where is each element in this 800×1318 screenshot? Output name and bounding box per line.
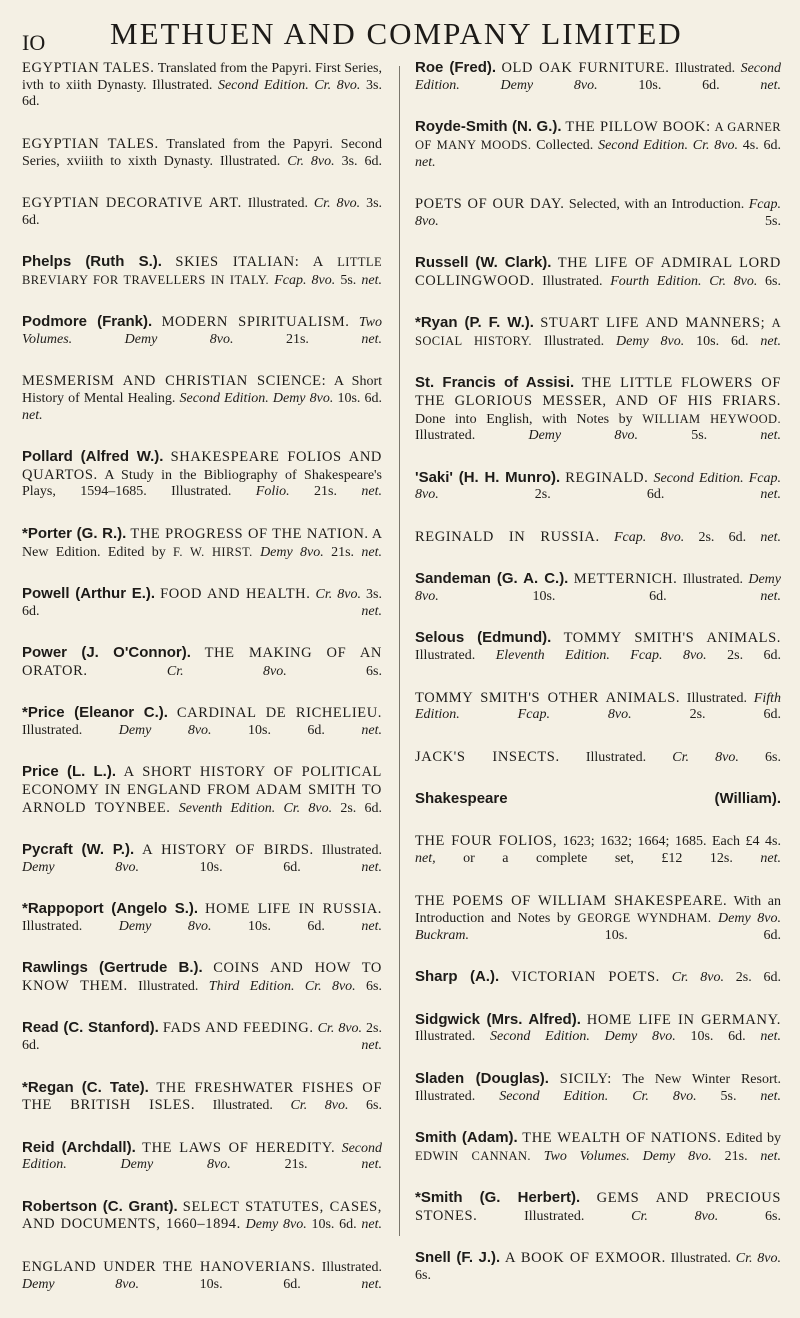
- entry-text: [549, 1072, 560, 1087]
- format-text: Fcap. 8vo.: [274, 272, 336, 288]
- catalogue-entry: [22, 526, 382, 578]
- entry-text: 21s.: [323, 544, 362, 560]
- author-heading: Podmore (Frank).: [22, 313, 153, 331]
- format-text: Fourth Edition. Cr. 8vo.: [610, 273, 758, 289]
- catalogue-entry: [22, 1020, 382, 1071]
- entry-text: 2s. 6d.: [706, 648, 782, 664]
- book-title: MODERN SPIRITUALISM.: [161, 314, 350, 331]
- format-text: Fcap. 8vo.: [613, 529, 685, 545]
- page-header: [22, 10, 778, 54]
- book-title: JACK'S INSECTS.: [415, 748, 560, 765]
- small-caps-text: F. W. HIRST.: [173, 544, 253, 559]
- entry-text: 3s. 6d.: [22, 586, 382, 619]
- format-text: Cr. 8vo.: [290, 1098, 349, 1114]
- catalogue-entry: [415, 315, 781, 367]
- format-text: Seventh Edition. Cr. 8vo.: [178, 800, 333, 816]
- format-text: Demy 8vo.: [528, 428, 639, 444]
- format-text: Cr. 8vo.: [735, 1251, 782, 1267]
- entry-text: 3s. 6d.: [22, 195, 383, 228]
- author-heading: Shakespeare (William).: [415, 790, 781, 808]
- entry-text: [660, 970, 672, 985]
- format-text: net.: [760, 333, 782, 349]
- entry-text: Illustrated.: [677, 572, 749, 588]
- entry-text: [171, 801, 179, 816]
- author-heading: *Porter (G. R.).: [22, 524, 127, 542]
- book-title: THE FRESHWATER FISHES OF THE BRITISH ISLES.: [22, 1079, 383, 1114]
- format-text: net.: [361, 859, 382, 875]
- book-title: THE PROGRESS OF THE NATION.: [130, 525, 369, 542]
- entry-text: Edited by: [721, 1130, 781, 1146]
- catalogue-entry: [22, 586, 382, 637]
- format-text: Cr. 8vo.: [287, 153, 335, 169]
- entry-text: 2s. 6d.: [332, 800, 382, 816]
- format-text: Second Edition. Demy 8vo.: [415, 61, 781, 93]
- format-text: net.: [361, 603, 382, 619]
- book-title: THE POEMS OF WILLIAM SHAKESPEARE.: [415, 892, 728, 909]
- format-text: Demy 8vo.: [22, 859, 140, 875]
- entry-text: 1623; 1632; 1664; 1685. Each £4 4s.: [557, 834, 781, 850]
- entry-text: 6s.: [738, 749, 782, 765]
- catalogue-entry: [415, 60, 781, 111]
- format-text: Demy 8vo.: [260, 544, 324, 560]
- entry-text: 10s. 6d.: [306, 1217, 362, 1233]
- author-heading: Price (L. L.).: [22, 763, 117, 781]
- entry-text: Illustrated.: [415, 648, 496, 664]
- author-heading: Phelps (Ruth S.).: [22, 253, 162, 271]
- entry-text: [551, 631, 563, 646]
- entry-text: 6s.: [348, 1098, 382, 1114]
- catalogue-entry: [415, 630, 781, 681]
- format-text: Second Edition. Demy 8vo.: [22, 1140, 382, 1173]
- catalogue-entry: [415, 893, 781, 962]
- small-caps-text: GEORGE WYNDHAM.: [577, 911, 712, 926]
- author-heading: Roe (Fred).: [415, 59, 497, 76]
- entry-text: or a complete set, £12 12s.: [435, 851, 761, 867]
- entry-text: 10s. 6d.: [211, 918, 362, 934]
- entry-text: [580, 1191, 596, 1206]
- format-text: net.: [760, 529, 782, 545]
- running-title: METHUEN AND COMPANY LIMITED: [110, 16, 683, 51]
- format-text: Cr. 8vo.: [671, 970, 724, 986]
- format-text: net.: [361, 484, 382, 500]
- entry-text: 4s. 6d.: [738, 137, 782, 153]
- book-title: GEMS AND PRECIOUS STONES.: [415, 1190, 782, 1224]
- right-column: [415, 60, 781, 1309]
- entry-text: Illustrated.: [313, 843, 383, 859]
- catalogue-entry: [22, 1140, 382, 1191]
- book-title: EGYPTIAN DECORATIVE ART.: [22, 194, 242, 211]
- page-number: IO: [22, 30, 46, 55]
- entry-text: 6s.: [757, 273, 782, 289]
- format-text: Second Edition. Fcap. 8vo.: [415, 470, 782, 503]
- entry-text: Translated from the Papyri. Second Series, xviiith to xixth Dynasty. Illustrated.: [22, 136, 383, 169]
- catalogue-entry: [415, 1130, 781, 1182]
- book-title: SICILY:: [559, 1070, 612, 1087]
- catalogue-entry: [415, 1250, 781, 1301]
- entry-text: 5s.: [438, 213, 781, 229]
- entry-text: 10s. 6d.: [597, 77, 761, 93]
- entry-text: Illustrated.: [680, 690, 754, 706]
- entry-text: Illustrated.: [531, 333, 617, 349]
- format-text: Two Volumes. Demy 8vo.: [22, 315, 383, 347]
- book-title: EGYPTIAN TALES.: [22, 135, 159, 152]
- format-text: Cr. 8vo.: [631, 1208, 719, 1224]
- small-caps-text: WILLIAM HEYWOOD.: [642, 411, 782, 426]
- entry-text: Illustrated.: [22, 918, 119, 934]
- entry-text: Illustrated.: [415, 428, 529, 444]
- book-title: THE LITTLE FLOWERS OF THE GLORIOUS MESSER, AND OF HIS FRIARS.: [415, 375, 782, 409]
- book-title: METTERNICH.: [573, 571, 678, 588]
- author-heading: *Ryan (P. F. W.).: [415, 314, 534, 332]
- entry-text: 2s. 6d.: [438, 487, 761, 503]
- catalogue-entry: [415, 196, 781, 247]
- book-title: ENGLAND UNDER THE HANOVERIANS.: [22, 1258, 316, 1275]
- author-heading: Sidgwick (Mrs. Alfred).: [415, 1010, 581, 1028]
- format-text: Demy 8vo.: [245, 1217, 307, 1233]
- author-heading: *Price (Eleanor C.).: [22, 704, 168, 722]
- format-text: Cr. 8vo.: [166, 663, 287, 679]
- book-title: SKIES ITALIAN: A: [175, 254, 324, 271]
- format-text: Demy 8vo.: [118, 918, 212, 934]
- entry-text: 2s. 6d.: [723, 970, 782, 986]
- book-title: POETS OF OUR DAY.: [415, 195, 565, 212]
- entry-text: [168, 706, 177, 721]
- entry-text: Selected, with an Introduction.: [564, 196, 749, 212]
- small-caps-text: A GARNER OF MANY MOODS.: [415, 120, 782, 152]
- format-text: net.: [361, 331, 382, 347]
- entry-text: 6s.: [286, 663, 383, 679]
- catalogue-entry: [22, 842, 382, 893]
- entry-text: Illustrated.: [195, 1098, 291, 1114]
- format-text: net.: [361, 272, 383, 288]
- entry-text: 2s. 6d.: [684, 529, 761, 545]
- entry-text: [116, 765, 124, 780]
- book-title: OLD OAK FURNITURE.: [501, 60, 670, 76]
- book-title: COINS AND HOW TO KNOW THEM.: [22, 960, 383, 995]
- catalogue-entry: [22, 705, 382, 756]
- format-text: Second Edition. Demy 8vo.: [179, 390, 334, 406]
- book-title: HOME LIFE IN RUSSIA.: [205, 901, 383, 918]
- entry-text: [88, 664, 167, 679]
- catalogue-entry: [22, 254, 382, 306]
- format-text: Second Edition. Demy 8vo.: [490, 1029, 676, 1045]
- entry-text: [191, 646, 205, 661]
- format-text: Demy 8vo.: [616, 333, 685, 349]
- entry-text: Illustrated.: [315, 1259, 382, 1275]
- entry-text: 6s.: [355, 979, 382, 995]
- entry-text: A Study in the Bibliography of Shakespeare's Plays, 1594–1685. Illustrated.: [22, 467, 382, 500]
- entry-text: A Short History of Mental Healing.: [22, 374, 383, 406]
- format-text: net,: [415, 851, 436, 867]
- format-text: net.: [760, 1088, 781, 1104]
- author-heading: Power (J. O'Connor).: [22, 644, 191, 662]
- format-text: Second Edition. Cr. 8vo.: [217, 77, 361, 93]
- entry-text: 10s. 6d.: [675, 1029, 761, 1045]
- catalogue-entry: [415, 1071, 781, 1122]
- book-title: A BOOK OF EXMOOR.: [505, 1250, 666, 1267]
- book-title: MESMERISM AND CHRISTIAN SCIENCE:: [22, 373, 327, 390]
- entry-text: Illustrated.: [127, 979, 209, 995]
- catalogue-entry: [415, 571, 781, 622]
- catalogue-entry: [415, 119, 781, 188]
- author-heading: Royde-Smith (N. G.).: [415, 118, 562, 136]
- entry-text: [499, 970, 511, 985]
- entry-text: 21s.: [289, 484, 362, 500]
- format-text: Demy 8vo.: [415, 572, 782, 604]
- format-text: net.: [361, 1038, 382, 1054]
- entry-text: 6s.: [415, 1267, 431, 1283]
- format-text: net.: [415, 154, 436, 170]
- author-heading: 'Saki' (H. H. Munro).: [415, 468, 561, 486]
- format-text: Fcap. 8vo.: [415, 196, 781, 229]
- entry-text: 5s.: [696, 1088, 761, 1104]
- catalogue-entry: [22, 449, 382, 518]
- entry-text: 21s.: [233, 331, 362, 347]
- author-heading: Powell (Arthur E.).: [22, 584, 156, 602]
- format-text: Demy 8vo.: [22, 1276, 140, 1292]
- format-text: Second Edition. Cr. 8vo.: [598, 137, 739, 153]
- entry-text: 6s.: [718, 1208, 782, 1224]
- format-text: Demy 8vo.: [118, 722, 212, 738]
- small-caps-text: A SOCIAL HISTORY.: [415, 316, 782, 348]
- entry-text: [152, 315, 161, 330]
- entry-text: Illustrated.: [669, 61, 741, 76]
- author-heading: Russell (W. Clark).: [415, 254, 552, 272]
- entry-text: 5s.: [335, 272, 362, 288]
- author-heading: Pycraft (W. P.).: [22, 841, 135, 859]
- entry-text: [600, 530, 614, 545]
- entry-text: Illustrated.: [559, 749, 673, 765]
- catalogue-entry: [415, 375, 781, 462]
- author-heading: Robertson (C. Grant).: [22, 1197, 178, 1215]
- book-title: THE WEALTH OF NATIONS.: [522, 1129, 722, 1146]
- entry-text: Illustrated.: [415, 1029, 490, 1045]
- catalogue-entry: [415, 1190, 781, 1242]
- entry-text: 10s. 6d.: [438, 588, 761, 604]
- book-title: A SHORT HISTORY OF POLITICAL ECONOMY IN ENGLAND FROM ADAM SMITH TO ARNOLD TOYNBEE.: [22, 764, 382, 816]
- book-title: FADS AND FEEDING.: [162, 1020, 314, 1037]
- author-heading: Sandeman (G. A. C.).: [415, 570, 569, 588]
- catalogue-entry: [22, 195, 382, 246]
- entry-text: [531, 1149, 544, 1164]
- book-title: EGYPTIAN TALES.: [22, 60, 155, 76]
- book-title: FOOD AND HEALTH.: [160, 585, 311, 602]
- format-text: net.: [22, 407, 43, 423]
- format-text: Third Edition. Cr. 8vo.: [208, 979, 356, 995]
- catalogue-entry: [22, 136, 382, 187]
- column-divider: [399, 66, 400, 1236]
- entry-text: [134, 843, 142, 858]
- entry-text: 3s. 6d.: [334, 153, 383, 169]
- catalogue-entry: [415, 969, 781, 1003]
- catalogue-entry: [415, 833, 781, 884]
- format-text: net.: [760, 428, 781, 444]
- entry-text: 2s. 6d.: [22, 1021, 382, 1054]
- format-text: Cr. 8vo.: [313, 195, 361, 211]
- book-title: HOME LIFE IN GERMANY.: [586, 1011, 781, 1028]
- entry-text: [203, 961, 214, 976]
- entry-text: Illustrated.: [534, 273, 611, 289]
- catalogue-entry: [22, 645, 382, 697]
- entry-text: [198, 902, 205, 917]
- author-heading: Rawlings (Gertrude B.).: [22, 959, 203, 977]
- format-text: net.: [760, 588, 781, 604]
- book-title: REGINALD.: [565, 469, 649, 486]
- format-text: Eleventh Edition. Fcap. 8vo.: [495, 648, 707, 664]
- book-title: THE MAKING OF AN ORATOR.: [22, 645, 383, 679]
- catalogue-entry: [22, 1080, 382, 1132]
- catalogue-entry: [415, 690, 781, 741]
- entry-text: Done into English, with Notes by: [415, 411, 643, 427]
- catalogue-entry: [22, 60, 382, 128]
- entry-text: Illustrated.: [22, 722, 119, 738]
- entry-text: 21s.: [711, 1148, 761, 1164]
- author-heading: *Rappoport (Angelo S.).: [22, 900, 199, 918]
- format-text: net.: [361, 544, 382, 560]
- entry-text: A New Edition. Edited by: [22, 526, 382, 560]
- entry-text: The New Winter Resort. Illustrated.: [415, 1071, 781, 1104]
- catalogue-entry: [22, 1199, 382, 1251]
- author-heading: Snell (F. J.).: [415, 1249, 501, 1267]
- book-title: CARDINAL DE RICHELIEU.: [176, 705, 383, 722]
- book-title: THE LIFE OF ADMIRAL LORD COLLINGWOOD.: [415, 255, 782, 289]
- author-heading: Read (C. Stanford).: [22, 1019, 159, 1037]
- format-text: net.: [760, 851, 781, 867]
- catalogue-entry: [415, 470, 781, 521]
- entry-text: [349, 315, 358, 330]
- format-text: Cr. 8vo.: [672, 749, 739, 765]
- entry-text: [324, 255, 337, 270]
- catalogue-entry: [22, 764, 382, 834]
- author-heading: Smith (Adam).: [415, 1128, 518, 1146]
- book-title: THE LAWS OF HEREDITY.: [142, 1139, 336, 1156]
- book-title: A HISTORY OF BIRDS.: [142, 842, 314, 859]
- author-heading: St. Francis of Assisi.: [415, 374, 575, 392]
- format-text: net.: [760, 77, 781, 93]
- format-text: net.: [361, 1276, 382, 1292]
- format-text: net.: [760, 1029, 782, 1045]
- entry-text: Illustrated.: [477, 1208, 632, 1224]
- entry-text: Illustrated.: [665, 1251, 736, 1267]
- entry-text: [162, 255, 175, 270]
- entry-text: 3s. 6d.: [22, 77, 382, 110]
- author-heading: *Regan (C. Tate).: [22, 1078, 149, 1096]
- book-title: VICTORIAN POETS.: [510, 969, 660, 986]
- format-text: Demy 8vo. Buckram.: [415, 911, 781, 943]
- small-caps-text: LITTLE BREVIARY FOR TRAVELLERS IN ITALY.: [22, 255, 383, 287]
- format-text: Two Volumes. Demy 8vo.: [543, 1148, 712, 1164]
- entry-text: 10s. 6d.: [139, 1276, 362, 1292]
- author-heading: Sharp (A.).: [415, 968, 500, 986]
- catalogue-entry: [415, 255, 781, 307]
- book-title: STUART LIFE AND MANNERS;: [540, 315, 766, 332]
- format-text: Folio.: [255, 484, 290, 500]
- author-heading: Selous (Edmund).: [415, 629, 552, 647]
- format-text: net.: [361, 722, 382, 738]
- entry-text: With an Introduction and Notes by: [415, 893, 781, 927]
- left-column: [22, 60, 382, 1318]
- entry-text: 21s.: [230, 1157, 362, 1173]
- book-title: TOMMY SMITH'S ANIMALS.: [563, 630, 782, 647]
- entry-text: 10s. 6d.: [684, 333, 761, 349]
- book-title: THE FOUR FOLIOS,: [415, 833, 558, 850]
- book-title: REGINALD IN RUSSIA.: [415, 528, 600, 545]
- catalogue-entry: [22, 314, 382, 365]
- entry-text: 10s. 6d.: [333, 390, 382, 406]
- entry-text: 2s. 6d.: [631, 707, 781, 723]
- catalogue-entry: [22, 960, 382, 1012]
- book-title: SELECT STATUTES, CASES, AND DOCUMENTS, 1660–1894.: [22, 1198, 383, 1233]
- format-text: Fifth Edition. Fcap. 8vo.: [415, 690, 781, 723]
- entry-text: 10s. 6d.: [139, 859, 362, 875]
- entry-text: [574, 376, 582, 391]
- catalogue-entry: [22, 373, 382, 441]
- entry-text: 5s.: [638, 428, 761, 444]
- author-heading: Reid (Archdall).: [22, 1138, 136, 1156]
- author-heading: Pollard (Alfred W.).: [22, 448, 164, 466]
- author-heading: *Smith (G. Herbert).: [415, 1189, 581, 1207]
- catalogue-entry: [415, 791, 781, 825]
- entry-text: [253, 545, 260, 560]
- catalogue-entry: [415, 749, 781, 783]
- entry-text: 10s. 6d.: [469, 927, 781, 943]
- entry-text: 10s. 6d.: [211, 722, 362, 738]
- format-text: net.: [361, 918, 382, 934]
- entry-text: Translated from the Papyri. First Series, ivth to xiith Dynasty. Illustrated.: [22, 61, 382, 93]
- format-text: Cr. 8vo.: [315, 586, 361, 602]
- entry-text: Illustrated.: [241, 195, 314, 211]
- catalogue-entry: [415, 1012, 781, 1063]
- catalogue-entry: [415, 529, 781, 563]
- format-text: net.: [361, 1217, 383, 1233]
- author-heading: Sladen (Douglas).: [415, 1069, 549, 1087]
- entry-text: Collected.: [531, 137, 599, 153]
- format-text: Cr. 8vo.: [317, 1021, 363, 1037]
- catalogue-entry: [22, 1259, 382, 1310]
- book-title: TOMMY SMITH'S OTHER ANIMALS.: [415, 689, 681, 706]
- book-title: SHAKESPEARE FOLIOS AND QUARTOS.: [22, 449, 382, 483]
- format-text: net.: [760, 487, 781, 503]
- catalogue-entry: [22, 901, 382, 952]
- book-title: THE PILLOW BOOK:: [565, 119, 711, 136]
- format-text: net.: [361, 1157, 382, 1173]
- entry-text: [163, 450, 170, 465]
- format-text: Second Edition. Cr. 8vo.: [499, 1088, 697, 1104]
- format-text: net.: [760, 1148, 782, 1164]
- small-caps-text: EDWIN CANNAN.: [415, 1148, 531, 1163]
